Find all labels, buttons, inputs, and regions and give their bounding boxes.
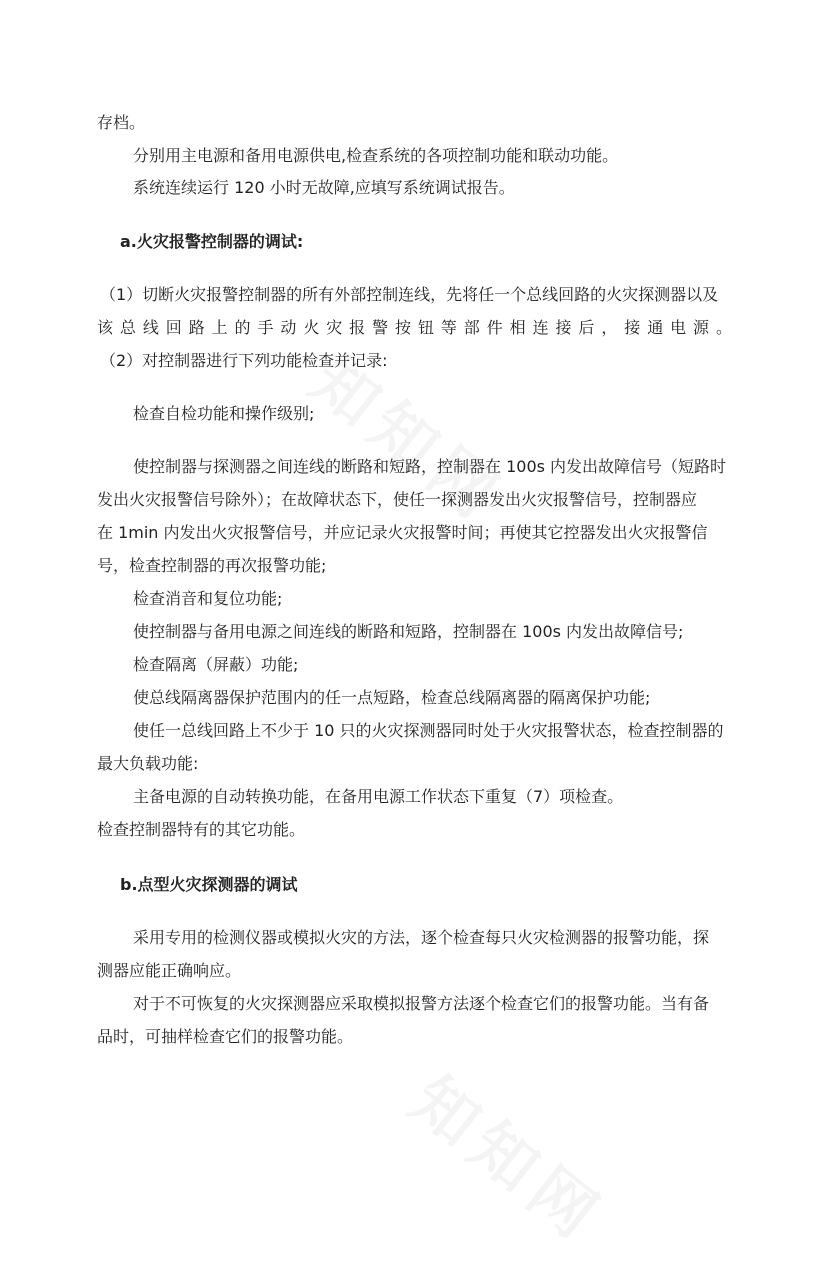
watermark-lower [395, 1051, 627, 1260]
paragraph-line: 该总线回路上的手动火灾报警按钮等部件相连接后，接通电源。 [97, 318, 732, 337]
section-heading-b: b.点型火灾探测器的调试 [120, 875, 298, 894]
paragraph-line: 存档。 [97, 113, 146, 132]
paragraph-line: 系统连续运行 120 小时无故障,应填写系统调试报告。 [133, 178, 515, 197]
paragraph-line: 检查隔离（屏蔽）功能; [133, 655, 299, 674]
paragraph-line: 使总线隔离器保护范围内的任一点短路，检查总线隔离器的隔离保护功能; [133, 688, 651, 707]
paragraph-line: 检查自检功能和操作级别; [133, 404, 315, 423]
paragraph-line: 使控制器与探测器之间连线的断路和短路，控制器在 100s 内发出故障信号（短路时 [133, 457, 727, 476]
paragraph-line: 对于不可恢复的火灾探测器应采取模拟报警方法逐个检查它们的报警功能。当有备 [133, 994, 710, 1013]
paragraph-line: 使控制器与备用电源之间连线的断路和短路，控制器在 100s 内发出故障信号; [133, 622, 684, 641]
paragraph-line: 号，检查控制器的再次报警功能; [97, 556, 327, 575]
paragraph-line: 主备电源的自动转换功能，在备用电源工作状态下重复（7）项检查。 [133, 787, 624, 806]
paragraph-line: 发出火灾报警信号除外）；在故障状态下，使任一探测器发出火灾报警信号，控制器应 [97, 490, 698, 509]
paragraph-line: 品时，可抽样检查它们的报警功能。 [97, 1027, 354, 1046]
paragraph-line: 分别用主电源和备用电源供电,检查系统的各项控制功能和联动功能。 [133, 146, 619, 165]
paragraph-line: 最大负载功能: [97, 754, 199, 773]
paragraph-line: 检查消音和复位功能; [133, 589, 283, 608]
paragraph-line: （2）对控制器进行下列功能检查并记录: [100, 351, 388, 370]
paragraph-line: 检查控制器特有的其它功能。 [97, 820, 306, 839]
paragraph-line: 在 1min 内发出火灾报警信号，并应记录火灾报警时间；再使其它控器发出火灾报警信 [97, 523, 708, 542]
paragraph-line: 使任一总线回路上不少于 10 只的火灾探测器同时处于火灾报警状态，检查控制器的 [133, 721, 724, 740]
section-heading-a: a.火灾报警控制器的调试: [120, 232, 304, 251]
paragraph-line: （1）切断火灾报警控制器的所有外部控制连线，先将任一个总线回路的火灾探测器以及 [100, 285, 719, 304]
paragraph-line: 测器应能正确响应。 [97, 961, 242, 980]
paragraph-line: 采用专用的检测仪器或模拟火灾的方法，逐个检查每只火灾检测器的报警功能，探 [133, 928, 710, 947]
